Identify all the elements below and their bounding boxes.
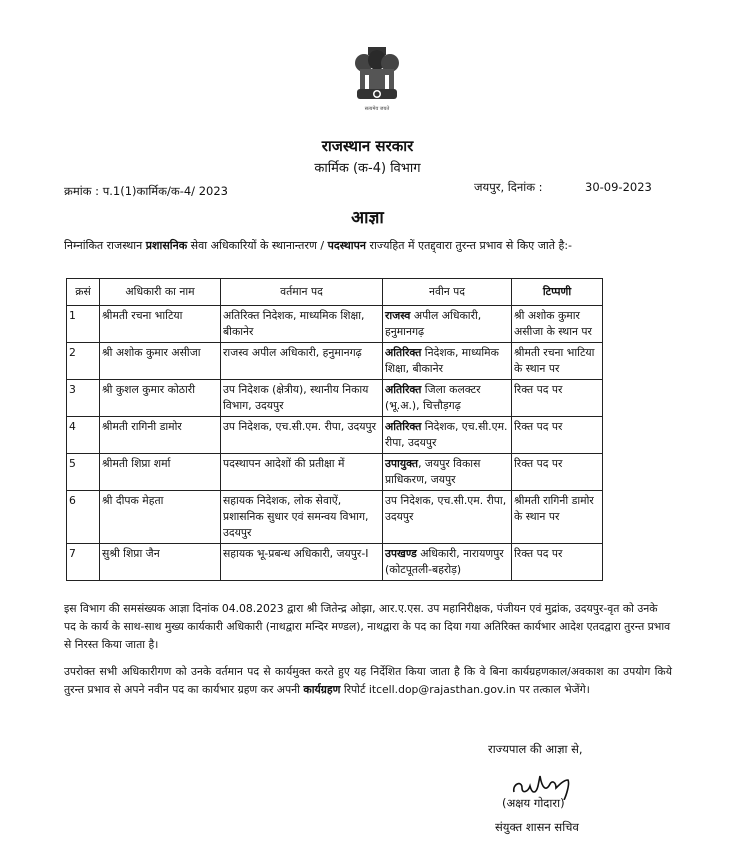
transfer-table <box>66 278 603 581</box>
cell-sno: 1 <box>67 306 100 343</box>
cell-officer-name: सुश्री शिप्रा जैन <box>100 544 221 581</box>
para-bold: कार्यग्रहण <box>303 683 341 696</box>
para-text: उपरोक्त सभी अधिकारीगण को उनके वर्तमान पद से कार्यमुक्त करते हुए यह निर्देशित किया जाता है कि वे बिना कार्यग्रहणकाल/अवकाश का उपयोग किये तुरन्त प्रभाव से अपने नवीन पद का कार्यभार ग्रहण कर अपनी <box>64 665 672 696</box>
new-post-bold: अतिरिक्त <box>385 420 422 433</box>
cell-sno: 6 <box>67 491 100 544</box>
signatory-name: (अक्षय गोदारा) <box>502 796 565 810</box>
table-row <box>67 491 603 544</box>
reference-value: प.1(1)कार्मिक/क-4/ 2023 <box>102 184 228 198</box>
header-sno: क्रसं <box>67 279 100 306</box>
department-name: कार्मिक (क-4) विभाग <box>314 161 421 176</box>
cancellation-paragraph: इस विभाग की समसंख्यक आज्ञा दिनांक 04.08.2023 द्वारा श्री जितेन्द्र ओझा, आर.ए.एस. उप महानिरीक्षक, पंजीयन एवं मुद्रांक, उदयपुर-वृत को उनके पद के कार्य के साथ-साथ मुख्य कार्यकारी अधिकारी (नाथद्वारा मन्दिर मण्डल), नाथद्वारा के पद का दिया गया अतिरिक्त कार्यभार आदेश एतदद्वारा तुरन्त प्रभाव से निरस्त किया जाता है। <box>64 602 671 651</box>
table-row <box>67 306 603 343</box>
new-post-text: जिला कलक्टर (भू.अ.), चित्तौड़गढ़ <box>385 383 481 412</box>
intro-part: सेवा अधिकारियों के स्थानान्तरण / <box>187 239 328 252</box>
signatory-designation: संयुक्त शासन सचिव <box>495 820 579 834</box>
cell-remark: श्रीमती रागिनी डामोर के स्थान पर <box>512 491 603 544</box>
cell-officer-name: श्री अशोक कुमार असीजा <box>100 343 221 380</box>
table-header-row <box>67 279 603 306</box>
intro-bold: पदस्थापन <box>327 239 366 252</box>
cell-new-post <box>383 417 512 454</box>
cell-current-post: सहायक निदेशक, लोक सेवाऐं, प्रशासनिक सुधार एवं समन्वय विभाग, उदयपुर <box>221 491 383 544</box>
cell-current-post: पदस्थापन आदेशों की प्रतीक्षा में <box>221 454 383 491</box>
intro-bold: प्रशासनिक <box>145 239 188 252</box>
cell-remark: रिक्त पद पर <box>512 454 603 491</box>
cell-sno: 2 <box>67 343 100 380</box>
new-post-bold: अतिरिक्त <box>385 346 422 359</box>
table-row <box>67 544 603 581</box>
cell-new-post <box>383 380 512 417</box>
header-new-post: नवीन पद <box>383 279 512 306</box>
cell-officer-name: श्रीमती रागिनी डामोर <box>100 417 221 454</box>
new-post-text: निदेशक, एच.सी.एम. रीपा, उदयपुर <box>385 420 508 449</box>
header-name: अधिकारी का नाम <box>100 279 221 306</box>
intro-part: निम्नांकित राजस्थान <box>64 239 146 252</box>
reference-number <box>64 184 228 199</box>
cell-remark: रिक्त पद पर <box>512 380 603 417</box>
new-post-text: निदेशक, माध्यमिक शिक्षा, बीकानेर <box>385 346 499 375</box>
ashoka-emblem-icon <box>352 45 402 115</box>
cell-sno: 5 <box>67 454 100 491</box>
government-name: राजस्थान सरकार <box>321 137 414 155</box>
cell-sno: 7 <box>67 544 100 581</box>
new-post-bold: उपायुक्त <box>385 457 419 470</box>
cell-current-post: उप निदेशक, एच.सी.एम. रीपा, उदयपुर <box>221 417 383 454</box>
new-post-text: अधिकारी, नारायणपुर (कोटपूतली-बहरोड़) <box>385 547 504 576</box>
intro-text <box>64 238 572 253</box>
svg-text:सत्यमेव जयते: सत्यमेव जयते <box>364 106 390 112</box>
cell-sno: 3 <box>67 380 100 417</box>
cell-sno: 4 <box>67 417 100 454</box>
cell-new-post <box>383 544 512 581</box>
cell-new-post <box>383 306 512 343</box>
order-date: 30-09-2023 <box>585 180 652 194</box>
table-row <box>67 380 603 417</box>
cell-current-post: अतिरिक्त निदेशक, माध्यमिक शिक्षा, बीकानेर <box>221 306 383 343</box>
email-address: itcell.dop@rajasthan.gov.in <box>368 683 516 696</box>
cell-officer-name: श्री कुशल कुमार कोठारी <box>100 380 221 417</box>
new-post-bold: राजस्व <box>385 309 411 322</box>
cell-current-post: उप निदेशक (क्षेत्रीय), स्थानीय निकाय विभाग, उदयपुर <box>221 380 383 417</box>
header-current-post: वर्तमान पद <box>221 279 383 306</box>
intro-part: राज्यहित में एतद्द्वारा तुरन्त प्रभाव से किए जाते है:- <box>366 239 573 252</box>
cell-officer-name: श्रीमती रचना भाटिया <box>100 306 221 343</box>
cell-new-post <box>383 343 512 380</box>
table-row <box>67 417 603 454</box>
reference-label: क्रमांक : <box>64 184 100 198</box>
new-post-bold: उपखण्ड <box>385 547 417 560</box>
instruction-paragraph <box>64 663 672 699</box>
cell-remark: रिक्त पद पर <box>512 544 603 581</box>
para-text: रिपोर्ट <box>340 683 369 696</box>
cell-remark: श्री अशोक कुमार असीजा के स्थान पर <box>512 306 603 343</box>
para-text: पर तत्काल भेजेंगे। <box>515 683 590 696</box>
cell-current-post: राजस्व अपील अधिकारी, हनुमानगढ़ <box>221 343 383 380</box>
table-row <box>67 454 603 491</box>
cell-remark: रिक्त पद पर <box>512 417 603 454</box>
cell-new-post <box>383 454 512 491</box>
by-order-text: राज्यपाल की आज्ञा से, <box>488 742 583 756</box>
cell-remark: श्रीमती रचना भाटिया के स्थान पर <box>512 343 603 380</box>
new-post-text: अपील अधिकारी, हनुमानगढ़ <box>385 309 482 338</box>
cell-officer-name: श्रीमती शिप्रा शर्मा <box>100 454 221 491</box>
new-post-bold: अतिरिक्त <box>385 383 422 396</box>
cell-current-post: सहायक भू-प्रबन्ध अधिकारी, जयपुर-I <box>221 544 383 581</box>
cell-officer-name: श्री दीपक मेहता <box>100 491 221 544</box>
new-post-text: उप निदेशक, एच.सी.एम. रीपा, उदयपुर <box>385 494 507 523</box>
place-date-label: जयपुर, दिनांक : <box>474 180 543 194</box>
new-post-text: , जयपुर विकास प्राधिकरण, जयपुर <box>385 457 481 486</box>
order-title: आज्ञा <box>351 208 384 228</box>
header-remark: टिप्पणी <box>512 279 603 306</box>
cell-new-post <box>383 491 512 544</box>
table-row <box>67 343 603 380</box>
